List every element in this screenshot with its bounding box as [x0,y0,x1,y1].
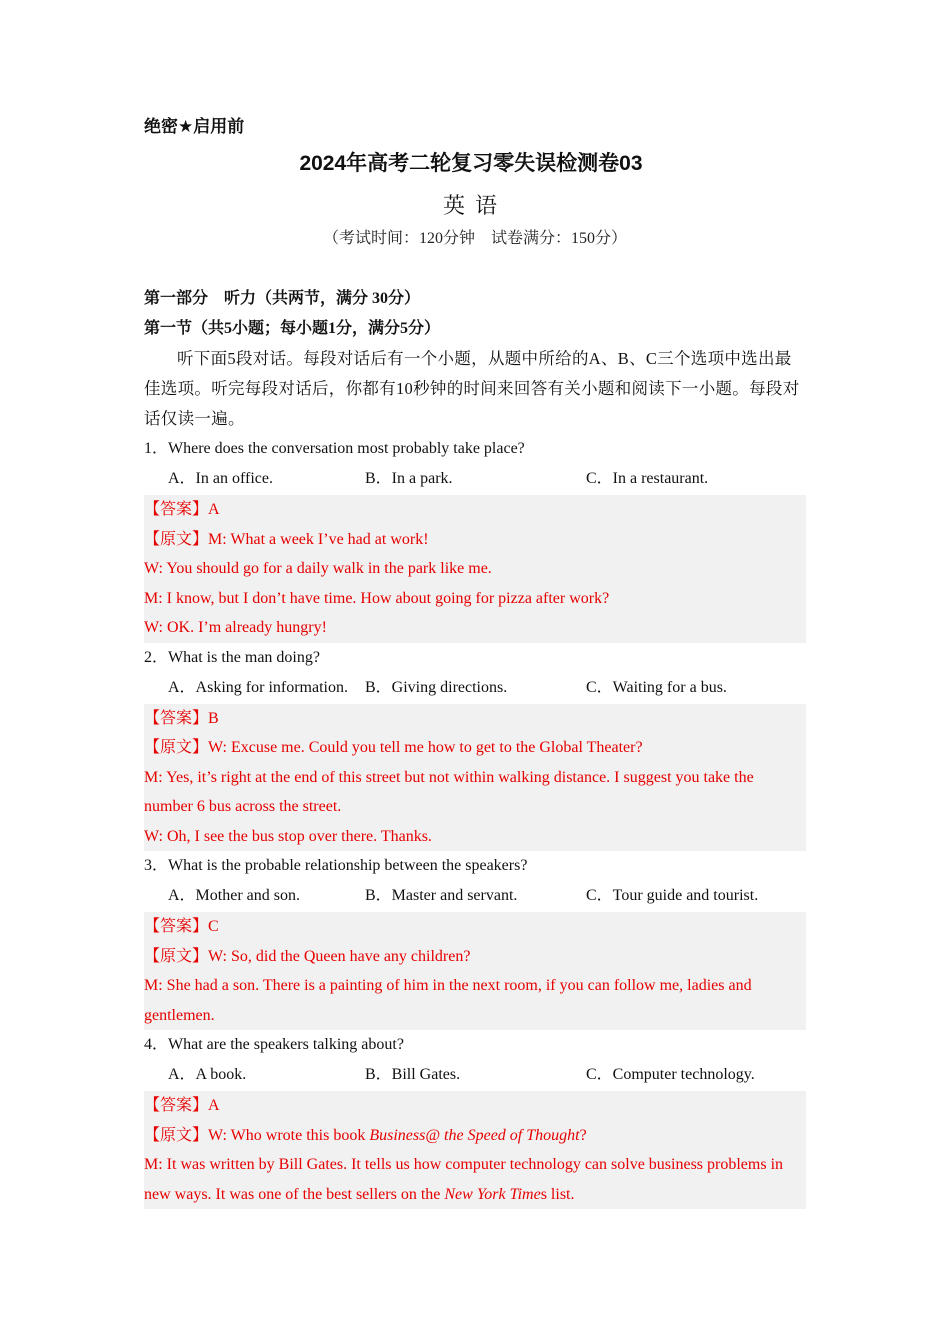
option-b: B．In a park. [365,470,453,487]
transcript-line: M: I know, but I don’t have time. How about going for pizza after work? [144,589,610,607]
answer-label: 【答案】 [144,709,209,727]
transcript-line [144,1121,806,1151]
exam-title: 2024年高考二轮复习零失误检测卷03 [299,152,643,175]
question-2 [144,643,806,852]
exam-time-info: （考试时间：120分钟 试卷满分：150分） [322,230,627,247]
answer-label: 【答案】 [144,918,209,935]
transcript-text: W: So, did the Queen have any children? [208,947,471,965]
transcript-line: M: Yes, it’s right at the end of this street but not within walking distance. I suggest you take the number 6 bus across the street. [144,768,754,815]
question-options [144,881,806,912]
transcript-line [144,1150,806,1209]
transcript-suffix: ? [579,1126,587,1144]
answer-line [144,704,806,734]
part-heading: 第一部分 听力（共两节，满分 30分） [144,290,421,307]
transcript-text: M: What a week I’ve had at work! [208,530,429,548]
answer-label: 【答案】 [144,1097,209,1114]
question-options [144,673,806,704]
question-stem: What is the man doing? [168,648,320,666]
option-c: C．Waiting for a bus. [586,678,727,696]
answer-block [144,912,806,1030]
question-options [144,464,806,495]
confidential-label: 绝密★启用前 [144,117,245,136]
option-a: A．Asking for information. [168,678,348,696]
question-text [144,1030,806,1060]
transcript-line: M: She had a son. There is a painting of him in the next room, if you can follow me, ladies and gentlemen. [144,977,752,1024]
transcript-label: 【原文】 [144,530,209,548]
question-options [144,1060,806,1091]
option-c: C．Tour guide and tourist. [586,887,759,904]
answer-block [144,1091,806,1209]
question-number: 1． [144,440,169,457]
option-a: A．Mother and son. [168,887,300,904]
exam-subject: 英语 [442,193,507,218]
section-heading: 第一节（共5小题；每小题1分，满分5分） [144,320,441,337]
transcript-line [144,942,806,972]
option-a: A．A book. [168,1066,247,1083]
option-c: C．Computer technology. [586,1066,755,1083]
question-number: 4． [144,1036,169,1053]
question-3 [144,851,806,1030]
option-b: B．Giving directions. [365,678,508,696]
newspaper-title: New York Time [444,1185,541,1203]
question-stem: What are the speakers talking about? [168,1036,404,1053]
transcript-text: W: Excuse me. Could you tell me how to get to the Global Theater? [208,739,643,756]
transcript-line: W: You should go for a daily walk in the park like me. [144,560,492,577]
transcript-line: W: OK. I’m already hungry! [144,619,327,636]
header-spacer [144,252,806,284]
answer-value: A [208,1097,220,1114]
answer-block [144,495,806,643]
transcript-label: 【原文】 [144,739,209,756]
question-text [144,851,806,881]
answer-value: B [208,709,219,727]
option-b: B．Master and servant. [365,887,518,904]
transcript-line: W: Oh, I see the bus stop over there. Thanks. [144,827,432,845]
question-text [144,643,806,673]
book-title: Business@ the Speed of Thought [369,1126,580,1144]
option-a: A．In an office. [168,470,274,487]
answer-line [144,1091,806,1121]
answer-block [144,704,806,852]
answer-label: 【答案】 [144,501,209,518]
answer-line [144,912,806,942]
instructions: 听下面5段对话。每段对话后有一个小题，从题中所给的A、B、C三个选项中选出最佳选项。听完每段对话后，你都有10秒钟的时间来回答有关小题和阅读下一小题。每段对话仅读一遍。 [144,349,800,428]
transcript-text: M: It was written by Bill Gates. It tells us how computer technology can solve business problems in new ways. It was one of the best sellers on the [144,1156,784,1203]
answer-value: A [208,501,220,518]
question-1 [144,434,806,643]
question-stem: Where does the conversation most probably take place? [168,440,525,457]
transcript-line [144,525,806,555]
transcript-label: 【原文】 [144,947,209,965]
question-4 [144,1030,806,1209]
option-b: B．Bill Gates. [365,1066,461,1083]
question-stem: What is the probable relationship between the speakers? [168,857,528,874]
transcript-line [144,733,806,763]
answer-value: C [208,918,219,935]
transcript-label: 【原文】 [144,1126,209,1144]
transcript-suffix: s list. [540,1185,575,1203]
answer-line [144,495,806,525]
transcript-prefix: W: Who wrote this book [208,1126,370,1144]
option-c: C．In a restaurant. [586,470,709,487]
exam-page [144,112,806,1209]
question-number: 3． [144,857,169,874]
question-text [144,434,806,464]
question-number: 2． [144,648,169,666]
